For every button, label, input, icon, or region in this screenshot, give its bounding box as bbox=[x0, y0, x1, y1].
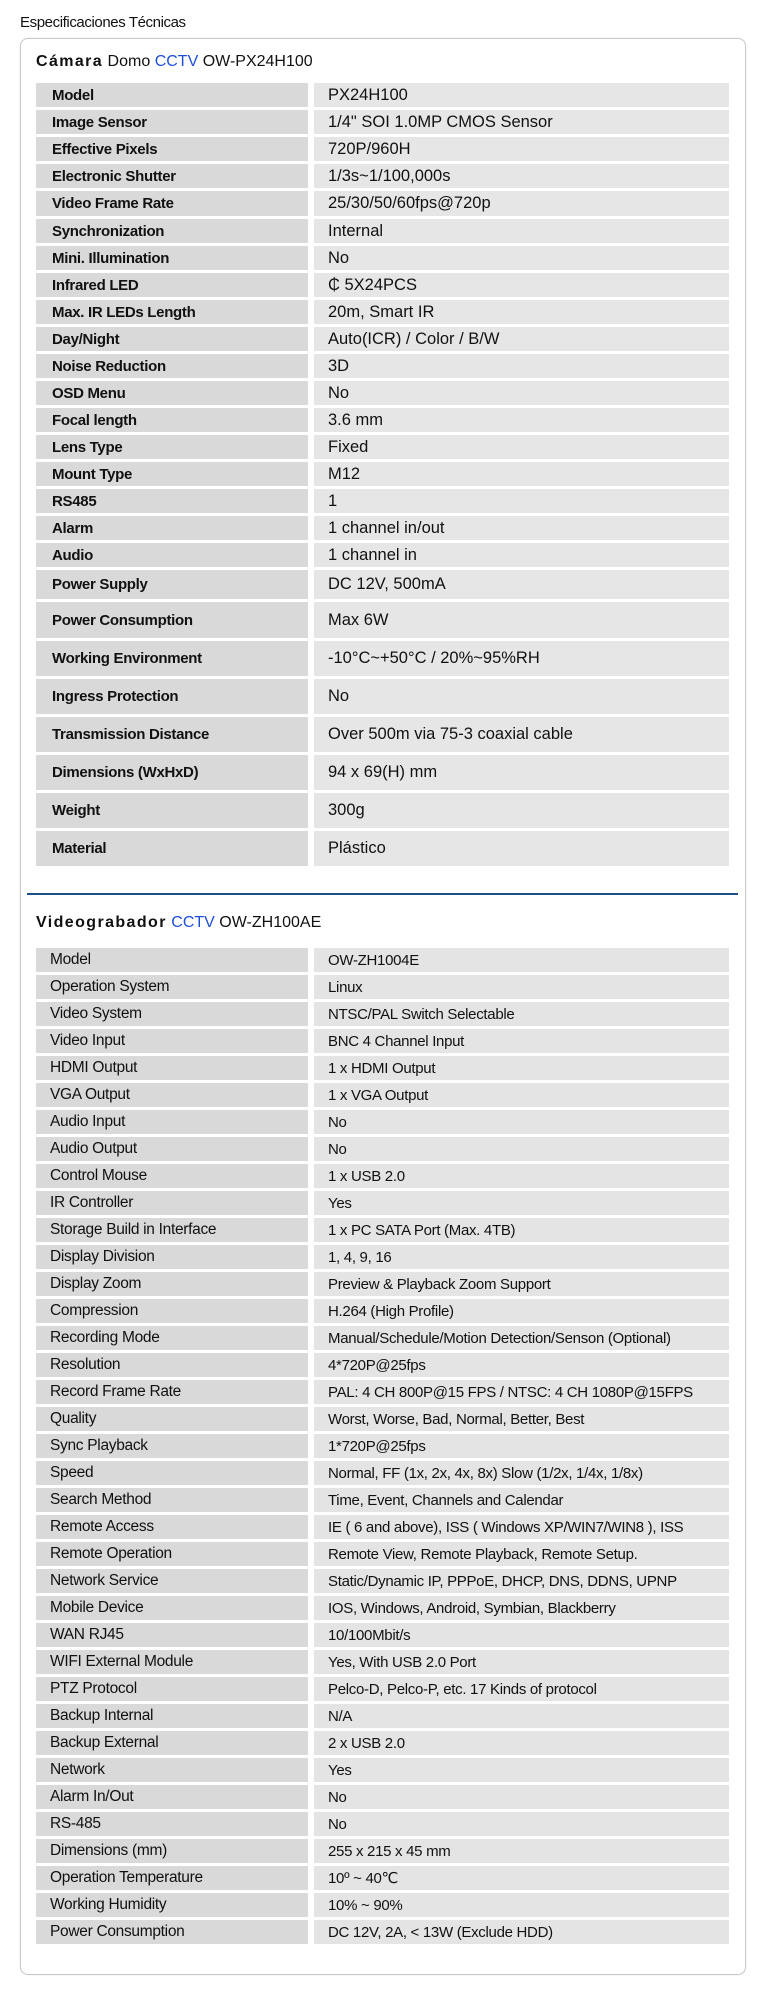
camera-heading-part2: Domo bbox=[103, 53, 155, 70]
spec-label: OSD Menu bbox=[36, 381, 308, 405]
spec-value: Over 500m via 75-3 coaxial cable bbox=[314, 717, 729, 752]
spec-value: 10/100Mbit/s bbox=[314, 1623, 729, 1647]
spec-row bbox=[36, 641, 729, 677]
spec-row bbox=[36, 1272, 729, 1297]
spec-value: 3.6 mm bbox=[314, 408, 729, 432]
spec-label: Operation Temperature bbox=[36, 1866, 308, 1890]
dvr-heading-part4: OW-ZH100AE bbox=[214, 914, 322, 931]
spec-row bbox=[36, 1164, 729, 1189]
spec-row bbox=[36, 1326, 729, 1351]
spec-label: WAN RJ45 bbox=[36, 1623, 308, 1647]
spec-row bbox=[36, 1839, 729, 1864]
spec-label: RS-485 bbox=[36, 1812, 308, 1836]
camera-heading-part3: CCTV bbox=[154, 53, 199, 70]
spec-value: 720P/960H bbox=[314, 137, 729, 161]
spec-value: 1 x HDMI Output bbox=[314, 1056, 729, 1080]
spec-label: Backup Internal bbox=[36, 1704, 308, 1728]
dvr-heading-part3: CCTV bbox=[171, 914, 215, 931]
spec-row bbox=[36, 408, 729, 433]
spec-label: RS485 bbox=[36, 489, 308, 513]
spec-row bbox=[36, 219, 729, 244]
spec-value: 1 x VGA Output bbox=[314, 1083, 729, 1107]
spec-label: Mobile Device bbox=[36, 1596, 308, 1620]
spec-row bbox=[36, 793, 729, 829]
spec-row bbox=[36, 1758, 729, 1783]
spec-label: Storage Build in Interface bbox=[36, 1218, 308, 1242]
spec-value: Plástico bbox=[314, 831, 729, 866]
spec-row bbox=[36, 570, 729, 600]
spec-label: Image Sensor bbox=[36, 110, 308, 134]
spec-label: Backup External bbox=[36, 1731, 308, 1755]
spec-label: Focal length bbox=[36, 408, 308, 432]
spec-row bbox=[36, 1218, 729, 1243]
camera-section-heading bbox=[36, 53, 313, 71]
spec-label: Quality bbox=[36, 1407, 308, 1431]
spec-row bbox=[36, 1893, 729, 1918]
spec-value: 1 x USB 2.0 bbox=[314, 1164, 729, 1188]
spec-label: VGA Output bbox=[36, 1083, 308, 1107]
spec-row bbox=[36, 1407, 729, 1432]
spec-row bbox=[36, 1704, 729, 1729]
spec-label: Working Environment bbox=[36, 641, 308, 676]
spec-row bbox=[36, 679, 729, 715]
spec-row bbox=[36, 300, 729, 325]
spec-value: 1/4" SOI 1.0MP CMOS Sensor bbox=[314, 110, 729, 134]
spec-value: Yes bbox=[314, 1758, 729, 1782]
spec-value: IE ( 6 and above), ISS ( Windows XP/WIN7/WIN8 ), ISS bbox=[314, 1515, 729, 1539]
spec-label: Search Method bbox=[36, 1488, 308, 1512]
spec-row bbox=[36, 381, 729, 406]
spec-value: 4*720P@25fps bbox=[314, 1353, 729, 1377]
spec-row bbox=[36, 1434, 729, 1459]
spec-label: Max. IR LEDs Length bbox=[36, 300, 308, 324]
spec-value: 94 x 69(H) mm bbox=[314, 755, 729, 790]
spec-row bbox=[36, 191, 729, 217]
spec-label: Dimensions (WxHxD) bbox=[36, 755, 308, 790]
spec-label: Network Service bbox=[36, 1569, 308, 1593]
spec-value: IOS, Windows, Android, Symbian, Blackberry bbox=[314, 1596, 729, 1620]
spec-label: Remote Access bbox=[36, 1515, 308, 1539]
spec-row bbox=[36, 110, 729, 135]
spec-value: No bbox=[314, 246, 729, 270]
spec-label: Audio Output bbox=[36, 1137, 308, 1161]
spec-value: NTSC/PAL Switch Selectable bbox=[314, 1002, 729, 1026]
spec-row bbox=[36, 1029, 729, 1054]
spec-value: 2 x USB 2.0 bbox=[314, 1731, 729, 1755]
spec-label: Record Frame Rate bbox=[36, 1380, 308, 1404]
spec-label: Sync Playback bbox=[36, 1434, 308, 1458]
spec-label: Recording Mode bbox=[36, 1326, 308, 1350]
spec-label: Lens Type bbox=[36, 435, 308, 459]
spec-label: Audio bbox=[36, 543, 308, 567]
spec-row bbox=[36, 1353, 729, 1378]
spec-row bbox=[36, 1785, 729, 1810]
spec-value: Linux bbox=[314, 975, 729, 999]
spec-value: 10% ~ 90% bbox=[314, 1893, 729, 1917]
spec-label: PTZ Protocol bbox=[36, 1677, 308, 1701]
spec-row bbox=[36, 1461, 729, 1486]
spec-row bbox=[36, 1812, 729, 1837]
spec-value: Manual/Schedule/Motion Detection/Senson (Optional) bbox=[314, 1326, 729, 1350]
spec-value: Max 6W bbox=[314, 602, 729, 638]
spec-value: 1 channel in/out bbox=[314, 516, 729, 540]
spec-label: Video Input bbox=[36, 1029, 308, 1053]
spec-row bbox=[36, 1245, 729, 1270]
spec-row bbox=[36, 462, 729, 487]
spec-row bbox=[36, 137, 729, 162]
dvr-spec-table bbox=[36, 948, 729, 1945]
spec-row bbox=[36, 1920, 729, 1945]
spec-value: -10°C~+50°C / 20%~95%RH bbox=[314, 641, 729, 676]
spec-label: Infrared LED bbox=[36, 273, 308, 297]
spec-row bbox=[36, 1056, 729, 1081]
spec-row bbox=[36, 543, 729, 568]
spec-value: 10º ~ 40℃ bbox=[314, 1866, 729, 1890]
spec-label: Power Consumption bbox=[36, 602, 308, 638]
spec-row bbox=[36, 1299, 729, 1324]
spec-label: Model bbox=[36, 948, 308, 972]
spec-value: H.264 (High Profile) bbox=[314, 1299, 729, 1323]
spec-value: 1 channel in bbox=[314, 543, 729, 567]
dvr-heading-part1: Videograbador bbox=[36, 914, 167, 931]
spec-value: Yes bbox=[314, 1191, 729, 1215]
spec-row bbox=[36, 1731, 729, 1756]
spec-value: Static/Dynamic IP, PPPoE, DHCP, DNS, DDNS, UPNP bbox=[314, 1569, 729, 1593]
spec-label: Dimensions (mm) bbox=[36, 1839, 308, 1863]
spec-label: Day/Night bbox=[36, 327, 308, 351]
spec-value: Time, Event, Channels and Calendar bbox=[314, 1488, 729, 1512]
camera-heading-part4: OW-PX24H100 bbox=[198, 53, 313, 70]
spec-row bbox=[36, 516, 729, 541]
spec-label: Model bbox=[36, 83, 308, 107]
spec-value: No bbox=[314, 679, 729, 714]
spec-value: Auto(ICR) / Color / B/W bbox=[314, 327, 729, 351]
spec-row bbox=[36, 831, 729, 867]
spec-value: Preview & Playback Zoom Support bbox=[314, 1272, 729, 1296]
spec-label: Power Consumption bbox=[36, 1920, 308, 1944]
spec-label: Ingress Protection bbox=[36, 679, 308, 714]
spec-row bbox=[36, 1623, 729, 1648]
spec-row bbox=[36, 435, 729, 460]
spec-label: Mount Type bbox=[36, 462, 308, 486]
spec-value: Normal, FF (1x, 2x, 4x, 8x) Slow (1/2x, 1/4x, 1/8x) bbox=[314, 1461, 729, 1485]
spec-row bbox=[36, 246, 729, 271]
spec-label: Network bbox=[36, 1758, 308, 1782]
spec-label: Electronic Shutter bbox=[36, 164, 308, 188]
spec-value: M12 bbox=[314, 462, 729, 486]
spec-value: 255 x 215 x 45 mm bbox=[314, 1839, 729, 1863]
spec-value: 25/30/50/60fps@720p bbox=[314, 191, 729, 216]
spec-row bbox=[36, 717, 729, 753]
spec-row bbox=[36, 755, 729, 791]
dvr-section-heading bbox=[36, 914, 321, 932]
spec-row bbox=[36, 489, 729, 514]
spec-label: Resolution bbox=[36, 1353, 308, 1377]
spec-label: Synchronization bbox=[36, 219, 308, 243]
spec-value: Internal bbox=[314, 219, 729, 243]
spec-row bbox=[36, 1191, 729, 1216]
spec-row bbox=[36, 327, 729, 352]
camera-spec-table bbox=[36, 83, 729, 867]
spec-label: Video System bbox=[36, 1002, 308, 1026]
spec-value: Yes, With USB 2.0 Port bbox=[314, 1650, 729, 1674]
spec-label: Display Division bbox=[36, 1245, 308, 1269]
spec-row bbox=[36, 1515, 729, 1540]
spec-label: WIFI External Module bbox=[36, 1650, 308, 1674]
spec-value: Worst, Worse, Bad, Normal, Better, Best bbox=[314, 1407, 729, 1431]
spec-label: Video Frame Rate bbox=[36, 191, 308, 216]
spec-value: No bbox=[314, 1785, 729, 1809]
spec-value: 1/3s~1/100,000s bbox=[314, 164, 729, 188]
spec-value: Fixed bbox=[314, 435, 729, 459]
spec-row bbox=[36, 1677, 729, 1702]
spec-label: Transmission Distance bbox=[36, 717, 308, 752]
spec-row bbox=[36, 1083, 729, 1108]
spec-value: 1, 4, 9, 16 bbox=[314, 1245, 729, 1269]
section-divider bbox=[27, 893, 738, 895]
spec-label: Speed bbox=[36, 1461, 308, 1485]
spec-value: 3D bbox=[314, 354, 729, 378]
spec-label: Noise Reduction bbox=[36, 354, 308, 378]
spec-row bbox=[36, 354, 729, 379]
spec-label: Compression bbox=[36, 1299, 308, 1323]
spec-row bbox=[36, 164, 729, 189]
spec-value: 1*720P@25fps bbox=[314, 1434, 729, 1458]
spec-value: BNC 4 Channel Input bbox=[314, 1029, 729, 1053]
spec-row bbox=[36, 1137, 729, 1162]
spec-row bbox=[36, 948, 729, 973]
spec-row bbox=[36, 273, 729, 298]
camera-heading-part1: Cámara bbox=[36, 53, 104, 70]
spec-label: Mini. Illumination bbox=[36, 246, 308, 270]
spec-value: 300g bbox=[314, 793, 729, 828]
spec-row bbox=[36, 1569, 729, 1594]
spec-value: 1 bbox=[314, 489, 729, 513]
spec-label: Alarm bbox=[36, 516, 308, 540]
spec-value: DC 12V, 500mA bbox=[314, 570, 729, 599]
spec-value: Remote View, Remote Playback, Remote Setup. bbox=[314, 1542, 729, 1566]
spec-value: No bbox=[314, 1137, 729, 1161]
spec-row bbox=[36, 1596, 729, 1621]
spec-value: N/A bbox=[314, 1704, 729, 1728]
spec-value: No bbox=[314, 1110, 729, 1134]
spec-row bbox=[36, 83, 729, 108]
spec-label: Material bbox=[36, 831, 308, 866]
spec-label: IR Controller bbox=[36, 1191, 308, 1215]
spec-row bbox=[36, 1488, 729, 1513]
spec-row bbox=[36, 975, 729, 1000]
spec-row bbox=[36, 1002, 729, 1027]
spec-row bbox=[36, 1650, 729, 1675]
spec-row bbox=[36, 1866, 729, 1891]
page-title: Especificaciones Técnicas bbox=[20, 14, 186, 31]
spec-label: Power Supply bbox=[36, 570, 308, 599]
spec-row bbox=[36, 1380, 729, 1405]
spec-row bbox=[36, 1542, 729, 1567]
spec-label: HDMI Output bbox=[36, 1056, 308, 1080]
spec-value: No bbox=[314, 381, 729, 405]
spec-label: Audio Input bbox=[36, 1110, 308, 1134]
spec-row bbox=[36, 602, 729, 639]
spec-label: Weight bbox=[36, 793, 308, 828]
spec-value: 20m, Smart IR bbox=[314, 300, 729, 324]
spec-label: Working Humidity bbox=[36, 1893, 308, 1917]
spec-value: ₵ 5X24PCS bbox=[314, 273, 729, 297]
spec-value: DC 12V, 2A, < 13W (Exclude HDD) bbox=[314, 1920, 729, 1944]
spec-value: No bbox=[314, 1812, 729, 1836]
spec-label: Alarm In/Out bbox=[36, 1785, 308, 1809]
spec-value: OW-ZH1004E bbox=[314, 948, 729, 972]
spec-label: Operation System bbox=[36, 975, 308, 999]
spec-row bbox=[36, 1110, 729, 1135]
spec-value: PX24H100 bbox=[314, 83, 729, 107]
spec-label: Display Zoom bbox=[36, 1272, 308, 1296]
spec-value: Pelco-D, Pelco-P, etc. 17 Kinds of protocol bbox=[314, 1677, 729, 1701]
spec-label: Control Mouse bbox=[36, 1164, 308, 1188]
spec-value: 1 x PC SATA Port (Max. 4TB) bbox=[314, 1218, 729, 1242]
spec-label: Effective Pixels bbox=[36, 137, 308, 161]
spec-value: PAL: 4 CH 800P@15 FPS / NTSC: 4 CH 1080P@15FPS bbox=[314, 1380, 729, 1404]
spec-label: Remote Operation bbox=[36, 1542, 308, 1566]
